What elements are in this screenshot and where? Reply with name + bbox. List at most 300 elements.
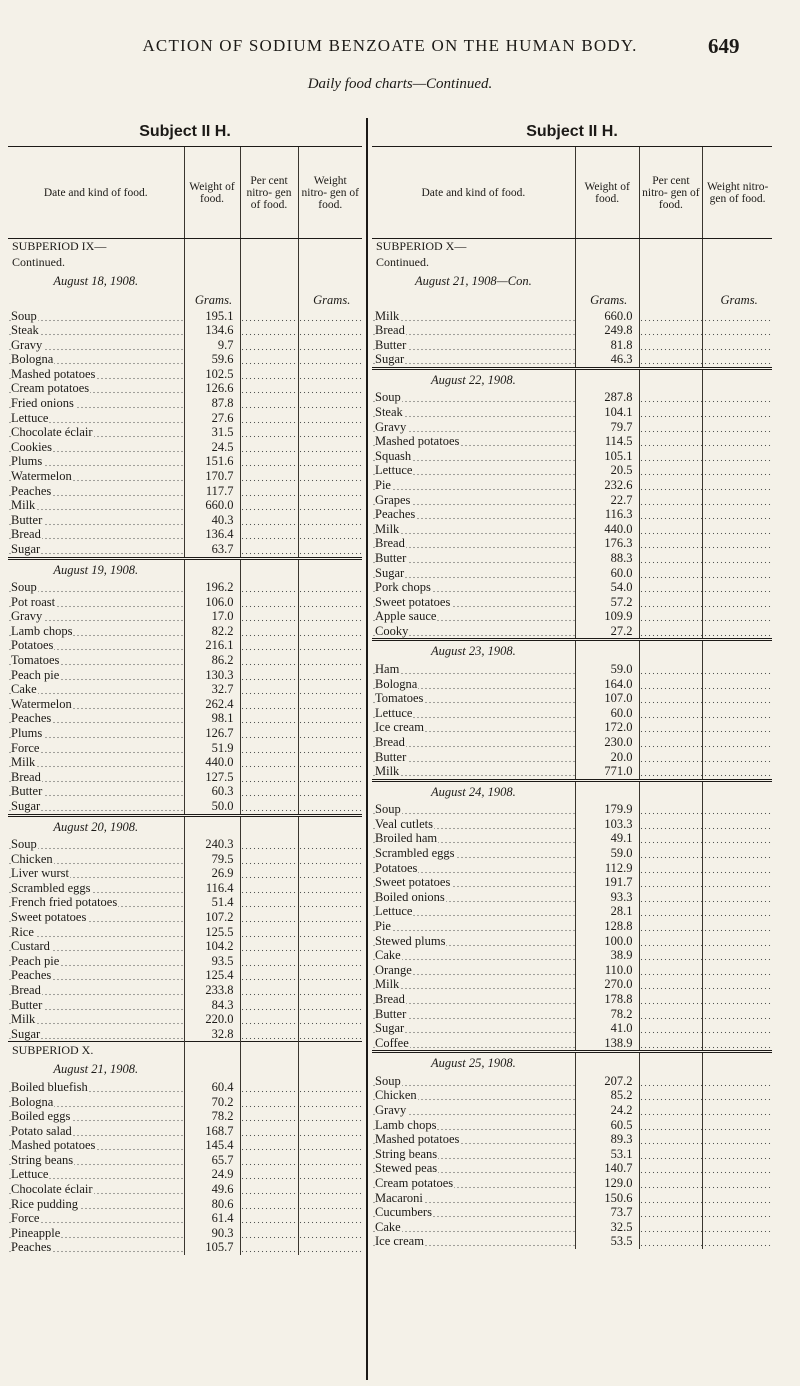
unit-label: Grams. <box>575 293 639 309</box>
weight-nitrogen-cell <box>298 513 362 528</box>
empty-cell <box>184 558 240 580</box>
subperiod-heading: SUBPERIOD IX— <box>12 239 107 254</box>
food-weight: 28.1 <box>575 904 639 919</box>
table-row <box>8 624 362 639</box>
weight-nitrogen-cell <box>298 852 362 867</box>
table-row <box>8 895 362 910</box>
food-name <box>8 1240 184 1255</box>
food-name-text: Cookies <box>11 439 52 454</box>
percent-nitrogen-cell <box>639 390 703 405</box>
weight-nitrogen-cell <box>703 691 772 706</box>
food-name <box>8 440 184 455</box>
empty-cell <box>298 558 362 580</box>
table-row <box>8 697 362 712</box>
empty-cell <box>639 239 703 255</box>
subperiod-row <box>8 1042 362 1058</box>
food-name-text: Orange <box>375 962 412 977</box>
food-name-text: Cream potatoes <box>11 381 90 396</box>
food-name <box>8 595 184 610</box>
table-row <box>8 799 362 815</box>
percent-nitrogen-cell <box>240 653 298 668</box>
food-name <box>8 1182 184 1197</box>
food-name-text: Butter <box>375 749 407 764</box>
table-row <box>372 948 772 963</box>
percent-nitrogen-cell <box>240 1211 298 1226</box>
food-name <box>372 817 575 832</box>
food-weight: 84.3 <box>184 998 240 1013</box>
table-row <box>372 1191 772 1206</box>
food-name <box>372 352 575 368</box>
food-name-text: Peach pie <box>11 953 60 968</box>
percent-nitrogen-cell <box>639 478 703 493</box>
food-weight: 134.6 <box>184 323 240 338</box>
food-name-text: Milk <box>11 755 36 770</box>
table-row <box>8 338 362 353</box>
food-name-text: Chocolate éclair <box>11 1182 93 1197</box>
food-weight: 106.0 <box>184 595 240 610</box>
food-name-text: Milk <box>375 308 400 323</box>
table-row <box>372 1118 772 1133</box>
column-divider <box>366 118 368 1380</box>
food-weight: 59.0 <box>575 846 639 861</box>
food-name <box>8 668 184 683</box>
food-name-text: Rice <box>11 924 34 939</box>
table-row <box>372 735 772 750</box>
food-name <box>372 919 575 934</box>
units-row <box>372 293 772 309</box>
weight-nitrogen-cell <box>703 449 772 464</box>
weight-nitrogen-cell <box>703 595 772 610</box>
weight-nitrogen-cell <box>298 755 362 770</box>
food-name-text: Butter <box>375 550 407 565</box>
food-name <box>8 1012 184 1027</box>
weight-nitrogen-cell <box>298 881 362 896</box>
percent-nitrogen-cell <box>240 1226 298 1241</box>
food-name-text: Peaches <box>11 711 52 726</box>
empty-cell <box>703 239 772 255</box>
weight-nitrogen-cell <box>703 1176 772 1191</box>
percent-nitrogen-cell <box>639 861 703 876</box>
food-name-text: Sugar <box>11 799 41 813</box>
weight-nitrogen-cell <box>703 764 772 780</box>
food-name-text: Pineapple <box>11 1225 61 1240</box>
percent-nitrogen-cell <box>240 638 298 653</box>
food-weight: 107.2 <box>184 910 240 925</box>
date-label: August 22, 1908. <box>372 368 575 390</box>
weight-nitrogen-cell <box>298 866 362 881</box>
table-row <box>8 381 362 396</box>
percent-nitrogen-cell <box>639 706 703 721</box>
weight-nitrogen-cell <box>703 1191 772 1206</box>
food-name-text: Soup <box>375 1073 401 1088</box>
food-name <box>8 352 184 367</box>
date-label: August 20, 1908. <box>8 815 184 837</box>
empty-cell <box>8 293 184 309</box>
continued-row <box>8 255 362 271</box>
food-weight: 24.5 <box>184 440 240 455</box>
food-name-text: Sugar <box>375 565 405 580</box>
page-number: 649 <box>708 34 740 58</box>
table-row <box>8 939 362 954</box>
column-header-weight-nitrogen: Weight nitro- gen of food. <box>703 147 772 239</box>
food-weight: 129.0 <box>575 1176 639 1191</box>
percent-nitrogen-cell <box>639 352 703 368</box>
percent-nitrogen-cell <box>240 352 298 367</box>
empty-cell <box>575 271 639 293</box>
food-name <box>8 367 184 382</box>
food-weight: 191.7 <box>575 875 639 890</box>
empty-cell <box>240 1058 298 1080</box>
food-name <box>8 624 184 639</box>
food-name <box>372 904 575 919</box>
weight-nitrogen-cell <box>703 992 772 1007</box>
food-weight: 40.3 <box>184 513 240 528</box>
weight-nitrogen-cell <box>703 580 772 595</box>
weight-nitrogen-cell <box>703 1147 772 1162</box>
table-row <box>372 1074 772 1089</box>
food-weight: 151.6 <box>184 454 240 469</box>
food-name-text: Sugar <box>375 352 405 367</box>
weight-nitrogen-cell <box>703 662 772 677</box>
food-weight: 63.7 <box>184 542 240 558</box>
food-name <box>8 309 184 324</box>
percent-nitrogen-cell <box>240 741 298 756</box>
percent-nitrogen-cell <box>639 1147 703 1162</box>
food-name <box>8 1124 184 1139</box>
column-header-weight: Weight of food. <box>575 147 639 239</box>
empty-cell <box>703 368 772 390</box>
percent-nitrogen-cell <box>240 513 298 528</box>
food-name-text: Force <box>11 740 40 755</box>
food-name <box>372 507 575 522</box>
empty-cell <box>298 271 362 293</box>
column-header-percent-nitrogen: Per cent nitro- gen of food. <box>240 147 298 239</box>
food-weight: 93.3 <box>575 890 639 905</box>
table-row <box>8 784 362 799</box>
weight-nitrogen-cell <box>703 735 772 750</box>
food-name-text: Lettuce <box>375 463 413 478</box>
food-name <box>372 1021 575 1036</box>
percent-nitrogen-cell <box>639 1074 703 1089</box>
food-weight: 114.5 <box>575 434 639 449</box>
food-weight: 771.0 <box>575 764 639 780</box>
food-name-text: Milk <box>375 977 400 992</box>
food-name <box>372 493 575 508</box>
empty-cell <box>240 558 298 580</box>
food-name <box>8 381 184 396</box>
weight-nitrogen-cell <box>703 405 772 420</box>
table-row <box>372 817 772 832</box>
food-name <box>8 711 184 726</box>
weight-nitrogen-cell <box>298 1226 362 1241</box>
percent-nitrogen-cell <box>240 484 298 499</box>
percent-nitrogen-cell <box>240 440 298 455</box>
table-subtitle: Daily food charts—Continued. <box>307 76 493 92</box>
food-name-text: Mashed potatoes <box>375 1132 460 1147</box>
weight-nitrogen-cell <box>703 750 772 765</box>
food-weight: 51.4 <box>184 895 240 910</box>
table-row <box>8 638 362 653</box>
food-weight: 207.2 <box>575 1074 639 1089</box>
percent-nitrogen-cell <box>240 1095 298 1110</box>
food-weight: 230.0 <box>575 735 639 750</box>
food-name-text: Ham <box>375 661 400 676</box>
food-name-text: Apple sauce <box>375 609 437 624</box>
food-weight: 116.4 <box>184 881 240 896</box>
food-name-text: Ice cream <box>375 720 424 735</box>
percent-nitrogen-cell <box>240 866 298 881</box>
weight-nitrogen-cell <box>298 1167 362 1182</box>
weight-nitrogen-cell <box>298 1109 362 1124</box>
percent-nitrogen-cell <box>639 662 703 677</box>
food-name-text: Cucumbers <box>375 1205 432 1220</box>
percent-nitrogen-cell <box>639 764 703 780</box>
table-row <box>8 770 362 785</box>
table-row <box>372 1021 772 1036</box>
percent-nitrogen-cell <box>639 1161 703 1176</box>
food-name <box>372 802 575 817</box>
empty-cell <box>240 239 298 255</box>
food-name <box>372 948 575 963</box>
empty-cell <box>184 271 240 293</box>
weight-nitrogen-cell <box>703 817 772 832</box>
weight-nitrogen-cell <box>298 1027 362 1042</box>
weight-nitrogen-cell <box>298 498 362 513</box>
weight-nitrogen-cell <box>298 527 362 542</box>
food-name-text: Bologna <box>11 1094 54 1109</box>
food-weight: 150.6 <box>575 1191 639 1206</box>
percent-nitrogen-cell <box>240 1012 298 1027</box>
table-row <box>8 469 362 484</box>
percent-nitrogen-cell <box>240 1109 298 1124</box>
food-weight: 126.6 <box>184 381 240 396</box>
food-weight: 128.8 <box>575 919 639 934</box>
food-name <box>8 697 184 712</box>
empty-cell <box>298 815 362 837</box>
food-weight: 53.1 <box>575 1147 639 1162</box>
percent-nitrogen-cell <box>639 566 703 581</box>
food-name <box>372 1103 575 1118</box>
food-weight: 262.4 <box>184 697 240 712</box>
table-row <box>372 624 772 640</box>
food-weight: 232.6 <box>575 478 639 493</box>
food-name-text: Sweet potatoes <box>375 594 451 609</box>
table-row <box>8 498 362 513</box>
percent-nitrogen-cell <box>240 770 298 785</box>
date-label: August 24, 1908. <box>372 780 575 802</box>
food-name <box>372 691 575 706</box>
empty-cell <box>575 640 639 662</box>
table-row <box>8 595 362 610</box>
percent-nitrogen-cell <box>240 852 298 867</box>
food-name-text: Butter <box>375 337 407 352</box>
table-body-right <box>372 239 772 1249</box>
date-row <box>372 271 772 293</box>
page-header <box>0 12 800 72</box>
food-weight: 60.4 <box>184 1080 240 1095</box>
table-row <box>8 668 362 683</box>
food-name <box>8 741 184 756</box>
food-name-text: Butter <box>11 997 43 1012</box>
weight-nitrogen-cell <box>298 682 362 697</box>
food-name-text: String beans <box>375 1146 438 1161</box>
food-name-text: Plums <box>11 726 43 741</box>
table-row <box>372 846 772 861</box>
percent-nitrogen-cell <box>639 992 703 1007</box>
table-row <box>8 1211 362 1226</box>
food-name-text: Cream potatoes <box>375 1175 454 1190</box>
percent-nitrogen-cell <box>639 817 703 832</box>
weight-nitrogen-cell <box>703 463 772 478</box>
percent-nitrogen-cell <box>639 963 703 978</box>
table-row <box>8 726 362 741</box>
percent-nitrogen-cell <box>639 1088 703 1103</box>
food-name-text: Peaches <box>11 1240 52 1255</box>
food-weight: 249.8 <box>575 323 639 338</box>
food-weight: 220.0 <box>184 1012 240 1027</box>
food-name <box>8 799 184 815</box>
food-name <box>8 726 184 741</box>
date-label: August 23, 1908. <box>372 640 575 662</box>
percent-nitrogen-cell <box>240 469 298 484</box>
food-name <box>372 846 575 861</box>
table-row <box>372 662 772 677</box>
weight-nitrogen-cell <box>703 352 772 368</box>
food-weight: 172.0 <box>575 720 639 735</box>
percent-nitrogen-cell <box>639 677 703 692</box>
date-row <box>8 558 362 580</box>
percent-nitrogen-cell <box>240 542 298 558</box>
date-row <box>8 1058 362 1080</box>
food-name-text: Peaches <box>375 507 416 522</box>
food-weight: 9.7 <box>184 338 240 353</box>
food-name <box>372 963 575 978</box>
date-row <box>372 640 772 662</box>
percent-nitrogen-cell <box>240 1153 298 1168</box>
food-name <box>8 925 184 940</box>
empty-cell <box>639 271 703 293</box>
food-name <box>372 1234 575 1249</box>
weight-nitrogen-cell <box>703 309 772 324</box>
food-name-text: Bread <box>11 769 41 784</box>
food-name-text: Boiled onions <box>375 889 445 904</box>
weight-nitrogen-cell <box>703 1074 772 1089</box>
food-weight: 20.5 <box>575 463 639 478</box>
table-row <box>372 1220 772 1235</box>
weight-nitrogen-cell <box>703 1118 772 1133</box>
table-row <box>8 1109 362 1124</box>
food-name <box>372 609 575 624</box>
food-name-text: Potatoes <box>375 860 418 875</box>
food-weight: 170.7 <box>184 469 240 484</box>
table-row <box>372 580 772 595</box>
percent-nitrogen-cell <box>639 802 703 817</box>
food-name-text: Sugar <box>11 1026 41 1041</box>
continued-label: Continued. <box>12 255 65 270</box>
food-weight: 145.4 <box>184 1138 240 1153</box>
food-name-text: Peaches <box>11 968 52 983</box>
weight-nitrogen-cell <box>298 983 362 998</box>
food-name-text: Steak <box>375 404 403 419</box>
percent-nitrogen-cell <box>240 668 298 683</box>
food-weight: 78.2 <box>184 1109 240 1124</box>
empty-cell <box>703 640 772 662</box>
weight-nitrogen-cell <box>298 668 362 683</box>
empty-cell <box>298 255 362 271</box>
food-name-text: Cake <box>11 682 37 697</box>
weight-nitrogen-cell <box>703 977 772 992</box>
percent-nitrogen-cell <box>240 925 298 940</box>
food-weight: 107.0 <box>575 691 639 706</box>
food-weight: 93.5 <box>184 954 240 969</box>
percent-nitrogen-cell <box>240 425 298 440</box>
food-weight: 233.8 <box>184 983 240 998</box>
food-name-text: Plums <box>11 454 43 469</box>
food-name-text: Cooky <box>375 623 409 638</box>
empty-cell <box>298 239 362 255</box>
food-name <box>372 522 575 537</box>
food-name-text: Peaches <box>11 483 52 498</box>
weight-nitrogen-cell <box>703 1161 772 1176</box>
percent-nitrogen-cell <box>639 536 703 551</box>
table-row <box>8 1240 362 1255</box>
percent-nitrogen-cell <box>639 890 703 905</box>
food-name <box>372 831 575 846</box>
percent-nitrogen-cell <box>240 983 298 998</box>
food-name-text: Cake <box>375 948 401 963</box>
food-name-text: Butter <box>11 512 43 527</box>
percent-nitrogen-cell <box>639 405 703 420</box>
table-row <box>372 1234 772 1249</box>
food-weight: 61.4 <box>184 1211 240 1226</box>
food-name-text: Gravy <box>11 609 43 624</box>
percent-nitrogen-cell <box>639 1220 703 1235</box>
food-weight: 176.3 <box>575 536 639 551</box>
weight-nitrogen-cell <box>703 1036 772 1052</box>
food-name-text: Milk <box>11 1012 36 1027</box>
food-weight: 125.4 <box>184 968 240 983</box>
empty-cell <box>575 780 639 802</box>
weight-nitrogen-cell <box>298 1138 362 1153</box>
table-row <box>372 566 772 581</box>
food-name <box>372 890 575 905</box>
food-weight: 105.7 <box>184 1240 240 1255</box>
food-weight: 70.2 <box>184 1095 240 1110</box>
empty-cell <box>240 255 298 271</box>
food-name-text: Ice cream <box>375 1234 424 1249</box>
table-row <box>372 890 772 905</box>
subject-title-left: Subject II H. <box>139 123 231 140</box>
weight-nitrogen-cell <box>703 919 772 934</box>
weight-nitrogen-cell <box>298 1240 362 1255</box>
food-weight: 112.9 <box>575 861 639 876</box>
percent-nitrogen-cell <box>639 551 703 566</box>
food-weight: 59.6 <box>184 352 240 367</box>
weight-nitrogen-cell <box>298 484 362 499</box>
food-weight: 168.7 <box>184 1124 240 1139</box>
food-name-text: Butter <box>375 1006 407 1021</box>
food-name <box>372 1147 575 1162</box>
food-name <box>372 405 575 420</box>
date-row <box>372 1052 772 1074</box>
food-name <box>8 998 184 1013</box>
food-name-text: Bread <box>375 536 405 551</box>
weight-nitrogen-cell <box>703 536 772 551</box>
weight-nitrogen-cell <box>298 1095 362 1110</box>
percent-nitrogen-cell <box>639 1234 703 1249</box>
percent-nitrogen-cell <box>240 1197 298 1212</box>
food-weight: 660.0 <box>575 309 639 324</box>
